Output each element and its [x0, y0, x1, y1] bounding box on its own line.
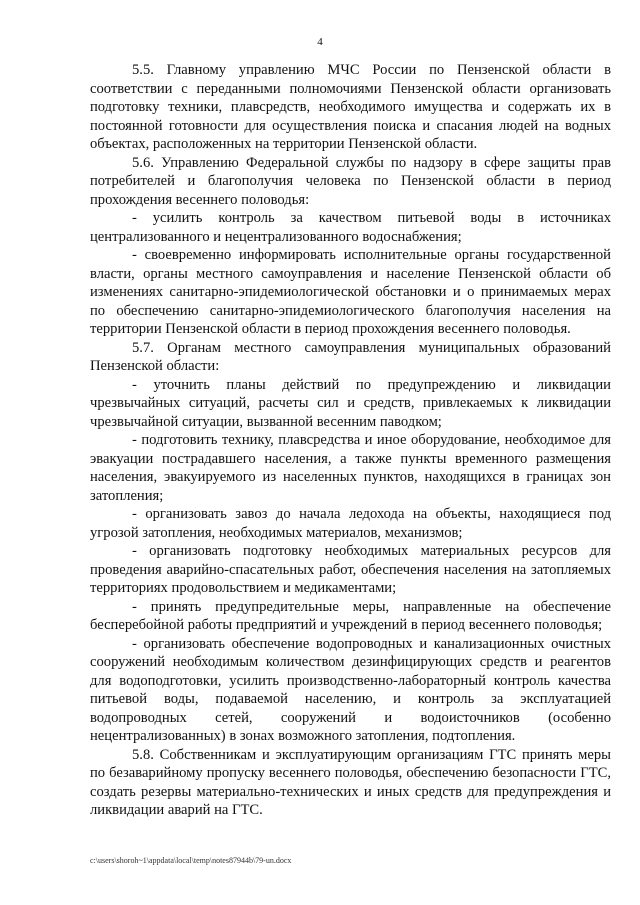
list-item-preventive-measures: - принять предупредительные меры, направленные на обеспечение бесперебойной работы предприятий и учреждений в период весеннего половодья; — [90, 598, 611, 633]
list-item-material-resources: - организовать подготовку необходимых материальных ресурсов для проведения аварийно-спасательных работ, обеспечения населения на затопляемых территориях продовольствием и медикаментами; — [90, 543, 611, 596]
paragraph-5-8: 5.8. Собственникам и эксплуатирующим организациям ГТС принять меры по безаварийному пропуску весеннего половодья, обеспечению безопасности ГТС, создать резервы материально-технических и иных средств для предупреждения и ликвидации аварий на ГТС. — [90, 746, 611, 818]
list-item-water-control: - усилить контроль за качеством питьевой воды в источниках централизованного и нецентрализованного водоснабжения; — [90, 210, 611, 245]
paragraph-5-7: 5.7. Органам местного самоуправления муниципальных образований Пензенской области: — [90, 339, 611, 374]
list-item-deliver-materials: - организовать завоз до начала ледохода на объекты, находящиеся под угрозой затопления, необходимых материалов, механизмов; — [90, 506, 611, 541]
page-number: 4 — [317, 36, 323, 48]
paragraph-5-5: 5.5. Главному управлению МЧС России по Пензенской области в соответствии с переданными полномочиями Пензенской области организовать подготовку техники, плавсредств, необходимого имущества и содержать их в постоянной готовности для осуществления поиска и спасания людей на водных объектах, расположенных на территории Пензенской области. — [90, 62, 611, 152]
list-item-action-plans: - уточнить планы действий по предупреждению и ликвидации чрезвычайных ситуаций, расчеты сил и средств, привлекаемых к ликвидации чрезвычайной ситуации, вызванной весенним паводком; — [90, 376, 611, 430]
file-path-footer: c:\users\shoroh~1\appdata\local\temp\notes87944b\79-un.docx — [90, 856, 292, 865]
list-item-prepare-equipment: - подготовить технику, плавсредства и иное оборудование, необходимое для эвакуации пострадавшего населения, а также пункты временного размещения населения, эвакуируемого из населенных пунктов, находящихся в границах зон затопления; — [90, 432, 611, 504]
list-item-water-treatment: - организовать обеспечение водопроводных и канализационных очистных сооружений необходимым количеством дезинфицирующих средств и реагентов для водоподготовки, усилить производственно-лабораторный контроль качества питьевой воды, подаваемой населению, и контроль за эксплуатацией водопроводных сетей, сооружений и водоисточников (особенно нецентрализованных) в зонах возможного затопления, подтопления. — [90, 635, 611, 744]
document-body — [90, 61, 611, 820]
paragraph-5-6: 5.6. Управлению Федеральной службы по надзору в сфере защиты прав потребителей и благополучия человека по Пензенской области в период прохождения весеннего половодья: — [90, 154, 611, 208]
list-item-inform-authorities: - своевременно информировать исполнительные органы государственной власти, органы местного самоуправления и население Пензенской области об изменениях санитарно-эпидемиологической обстановки и о принимаемых мерах по обеспечению санитарно-эпидемиологического благополучия населения на территории Пензенской области в период прохождения весеннего половодья. — [90, 247, 611, 337]
